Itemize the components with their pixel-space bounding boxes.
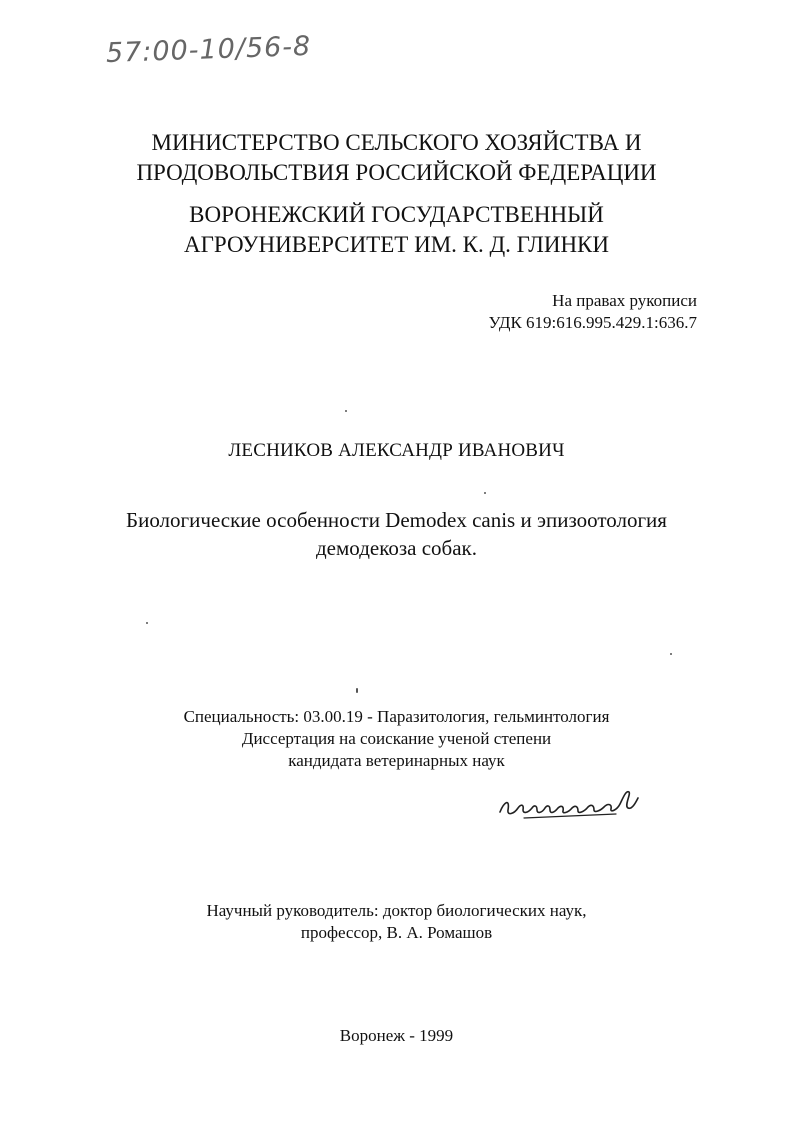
ministry-line-2: ПРОДОВОЛЬСТВИЯ РОССИЙСКОЙ ФЕДЕРАЦИИ [136, 160, 657, 185]
scan-speck [356, 688, 358, 693]
scan-speck [345, 410, 347, 412]
specialty-line-1: Специальность: 03.00.19 - Паразитология, гельминтология [183, 707, 610, 726]
author-signature [496, 780, 646, 825]
scan-speck [484, 492, 486, 494]
manuscript-rights: На правах рукописи [552, 291, 697, 310]
university-line-2: АГРОУНИВЕРСИТЕТ ИМ. К. Д. ГЛИНКИ [183, 232, 610, 257]
ministry-line-1: МИНИСТЕРСТВО СЕЛЬСКОГО ХОЗЯЙСТВА И [151, 130, 642, 155]
specialty-block [0, 706, 793, 772]
archive-stamp: 57:00-10/56-8 [105, 30, 312, 69]
specialty-line-2: Диссертация на соискание ученой степени [241, 729, 552, 748]
title-line-1: Биологические особенности Demodex canis и эпизоотология [126, 508, 667, 532]
rights-block [377, 290, 697, 334]
title-line-2: демодекоза собак. [316, 536, 477, 560]
city-year: Воронеж - 1999 [339, 1026, 454, 1045]
author-name: ЛЕСНИКОВ АЛЕКСАНДР ИВАНОВИЧ [228, 440, 565, 461]
specialty-line-3: кандидата ветеринарных наук [288, 751, 505, 770]
dissertation-title [0, 506, 793, 562]
university-heading [0, 200, 793, 260]
advisor-block [0, 900, 793, 944]
scan-speck [146, 622, 148, 624]
advisor-line-2: профессор, В. А. Ромашов [300, 923, 493, 942]
udc-code: УДК 619:616.995.429.1:636.7 [488, 313, 697, 332]
scan-speck [670, 653, 672, 655]
university-line-1: ВОРОНЕЖСКИЙ ГОСУДАРСТВЕННЫЙ [189, 202, 604, 227]
advisor-line-1: Научный руководитель: доктор биологических наук, [206, 901, 587, 920]
ministry-heading [0, 128, 793, 188]
